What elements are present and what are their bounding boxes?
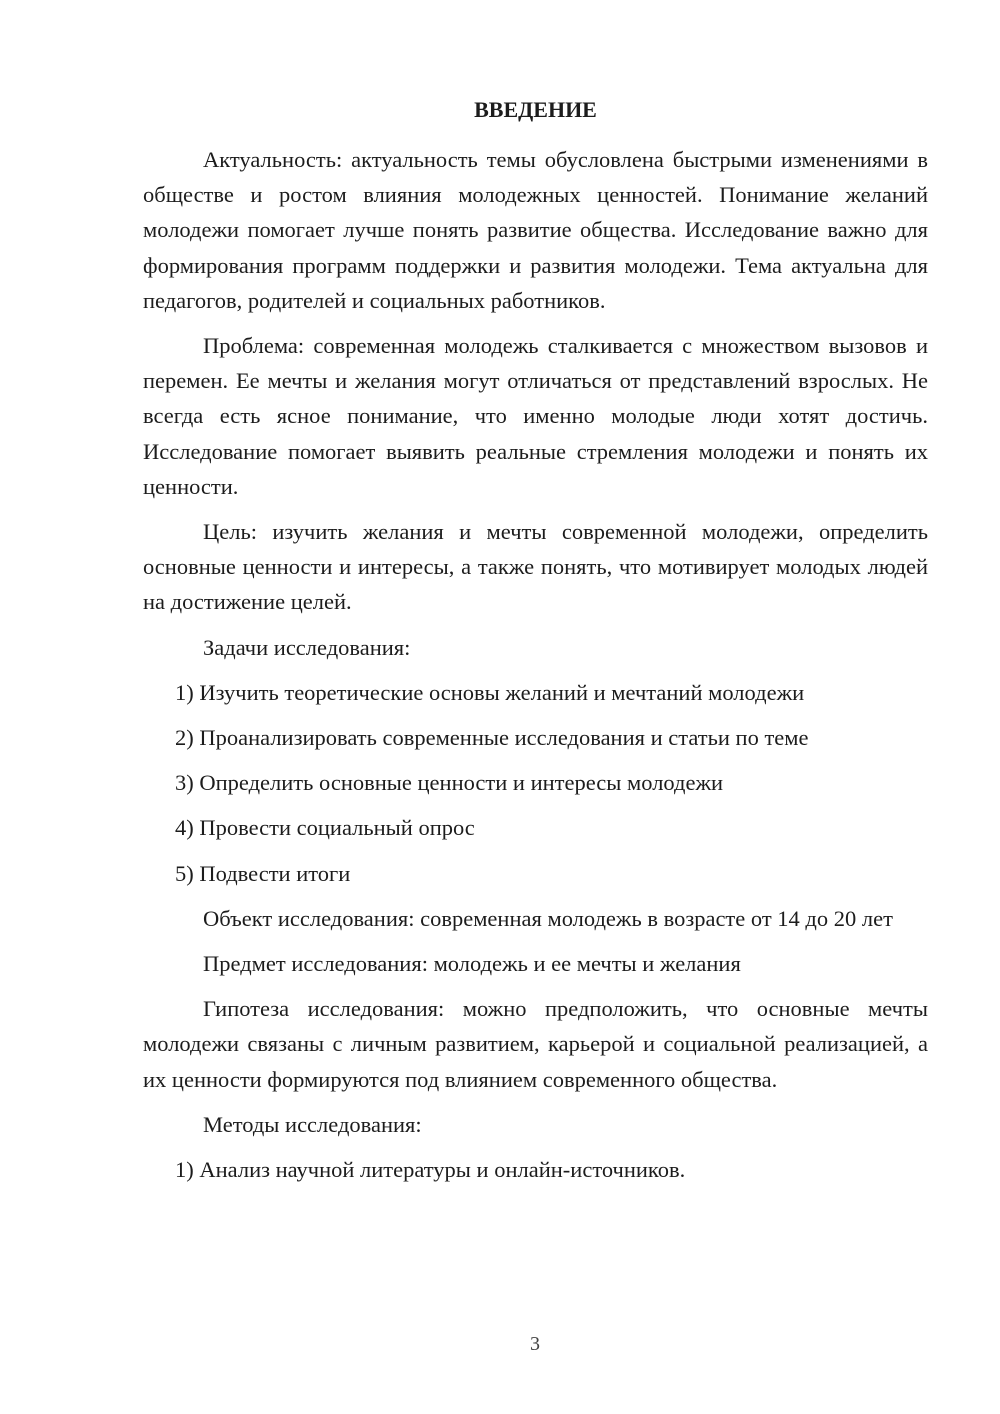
section-title: ВВЕДЕНИЕ — [474, 97, 597, 122]
methods-list — [143, 1152, 928, 1187]
tasks-heading: Задачи исследования: — [203, 634, 411, 660]
list-item: 2) Проанализировать современные исследования и статьи по теме — [175, 725, 809, 751]
tasks-list — [143, 675, 928, 891]
list-item: 1) Изучить теоретические основы желаний и мечтаний молодежи — [175, 679, 805, 705]
methods-heading: Методы исследования: — [203, 1111, 422, 1137]
list-item: 3) Определить основные ценности и интересы молодежи — [175, 770, 724, 796]
relevance-paragraph: Актуальность: актуальность темы обусловлена быстрыми изменениями в обществе и ростом влияния молодежных ценностей. Понимание желаний молодежи помогает лучше понять развитие общества. Исследование важно для формирования программ поддержки и развития молодежи. Тема актуальна для педагогов, родителей и социальных работников. — [143, 147, 928, 313]
list-item: 4) Провести социальный опрос — [175, 815, 475, 841]
object-paragraph: Объект исследования: современная молодежь в возрасте от 14 до 20 лет — [203, 905, 893, 931]
list-item: 5) Подвести итоги — [175, 860, 351, 886]
problem-paragraph: Проблема: современная молодежь сталкивается с множеством вызовов и перемен. Ее мечты и желания могут отличаться от представлений взрослых. Не всегда есть ясное понимание, что именно молодые люди хотят достичь. Исследование помогает выявить реальные стремления молодежи и понять их ценности. — [143, 333, 928, 499]
list-item: 1) Анализ научной литературы и онлайн-источников. — [175, 1157, 686, 1183]
subject-paragraph: Предмет исследования: молодежь и ее мечты и желания — [203, 951, 741, 977]
page-number: 3 — [530, 1333, 540, 1355]
document-page — [143, 88, 928, 1197]
hypothesis-paragraph: Гипотеза исследования: можно предположить, что основные мечты молодежи связаны с личным развитием, карьерой и социальной реализацией, а их ценности формируются под влиянием современного общества. — [143, 996, 928, 1092]
goal-paragraph: Цель: изучить желания и мечты современной молодежи, определить основные ценности и интересы, а также понять, что мотивирует молодых людей на достижение целей. — [143, 519, 928, 615]
